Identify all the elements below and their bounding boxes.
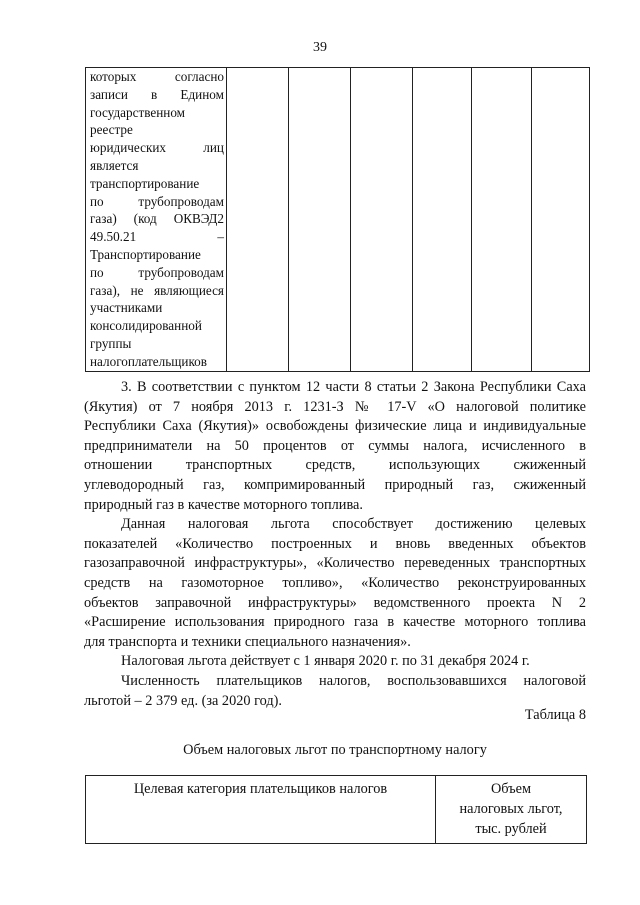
text-line: показателей «Количество построенных и вновь введенных объектов	[84, 535, 586, 552]
text-line: Численность плательщиков налогов, воспользовавшихся налоговой	[121, 672, 586, 689]
text-line: газозаправочной инфраструктуры», «Количество переведенных транспортных	[84, 555, 586, 572]
paragraph	[84, 652, 586, 672]
text-line: углеводородный газ, компримированный природный газ, сжиженный	[84, 476, 586, 493]
category-text	[86, 68, 226, 371]
cell-line: которых согласно	[90, 69, 224, 84]
table-caption: Объем налоговых льгот по транспортному налогу	[183, 742, 487, 758]
cell-line: является	[90, 157, 139, 173]
text-line: Республики Саха (Якутия)» освобождены физические лица и индивидуальные	[84, 418, 586, 435]
text-line: «Расширение использования природного газа в качестве моторного топлива	[84, 614, 586, 631]
paragraph	[84, 672, 586, 711]
empty-cell	[289, 68, 351, 372]
cell-line: юридических лиц	[90, 140, 224, 156]
text-line: отношении транспортных средств, использующих сжиженный	[84, 457, 586, 474]
cell-line: газа) (код ОКВЭД2	[90, 211, 224, 227]
cell-line: записи в Едином	[90, 86, 224, 102]
empty-cell	[472, 68, 532, 372]
cell-line: группы	[90, 335, 132, 351]
paragraph	[84, 515, 586, 652]
empty-cell	[227, 68, 289, 372]
category-cell	[86, 68, 227, 372]
text-line: природный газ в качестве моторного топлива.	[84, 496, 363, 513]
table-row	[86, 68, 590, 372]
table-label: Таблица 8	[524, 707, 586, 723]
text-line: (Якутия) от 7 ноября 2013 г. 1231-З № 17-V «О налоговой политике	[84, 398, 586, 415]
header-volume	[436, 776, 587, 844]
text-line: Данная налоговая льгота способствует достижению целевых	[121, 516, 586, 533]
text-line: льготой – 2 379 ед. (за 2020 год).	[84, 692, 282, 709]
cell-line: консолидированной	[90, 318, 202, 334]
header-category: Целевая категория плательщиков налогов	[86, 776, 436, 844]
table-header-row	[86, 776, 587, 844]
text-line: 3. В соответствии с пунктом 12 части 8 статьи 2 Закона Республики Саха	[121, 379, 586, 395]
cell-line: реестре	[90, 122, 133, 138]
cell-line: 49.50.21 –	[90, 229, 224, 245]
empty-cell	[413, 68, 472, 372]
text-line: средств на газомоторное топливо», «Количество реконструированных	[84, 574, 586, 591]
cell-line: по трубопроводам	[90, 264, 224, 280]
continuation-table	[85, 67, 590, 372]
text-line: Налоговая льгота действует с 1 января 2020 г. по 31 декабря 2024 г.	[121, 653, 530, 670]
header-line: тыс. рублей	[475, 821, 547, 837]
cell-line: Транспортирование	[90, 246, 201, 262]
paragraph	[84, 378, 586, 515]
cell-line: газа), не являющиеся	[90, 282, 224, 298]
header-line: Объем	[490, 781, 532, 797]
empty-cell	[351, 68, 413, 372]
cell-line: налогоплательщиков	[90, 353, 208, 369]
cell-line: государственном	[90, 104, 186, 120]
cell-line: участниками	[90, 300, 163, 316]
page-number: 39	[313, 40, 327, 55]
body-text	[84, 378, 586, 711]
cell-line: транспортирование	[90, 175, 200, 191]
tax-benefits-table	[85, 775, 587, 844]
empty-cell	[532, 68, 590, 372]
text-line: предприниматели на 50 процентов от суммы налога, исчисленного в	[84, 437, 586, 454]
header-line: налоговых льгот,	[459, 801, 563, 817]
cell-line: по трубопроводам	[90, 193, 224, 209]
text-line: для транспорта и техники специального назначения».	[84, 633, 411, 650]
text-line: объектов заправочной инфраструктуры» ведомственного проекта N 2	[84, 594, 586, 611]
